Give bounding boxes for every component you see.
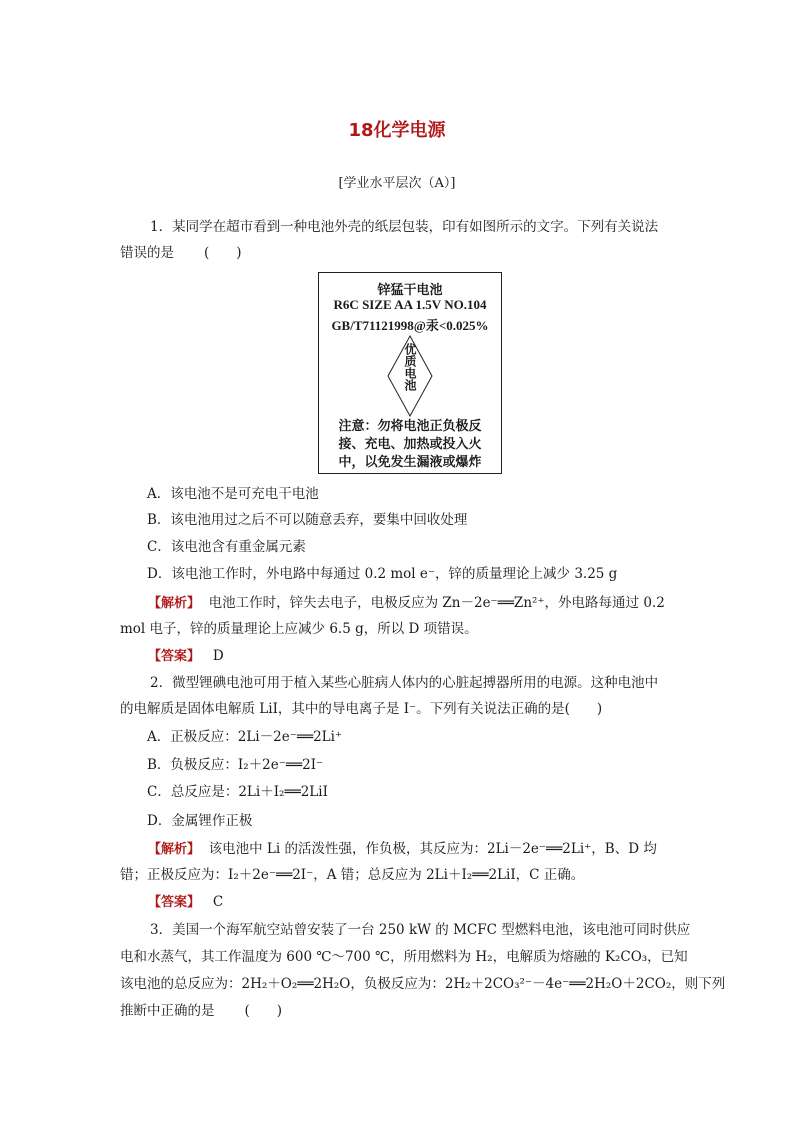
q2-option-c: C．总反应是：2Li＋I₂══2LiI: [147, 784, 328, 800]
q2-stem-line1: 2．微型锂碘电池可用于植入某些心脏病人体内的心脏起搏器所用的电源。这种电池中: [150, 675, 659, 691]
quality-diamond-text: 优质电池: [403, 343, 417, 391]
q1-stem-line1: 1．某同学在超市看到一种电池外壳的纸层包装，印有如图所示的文字。下列有关说法: [150, 219, 659, 235]
q3-stem-line2: 电和水蒸气，其工作温度为 600 ℃～700 ℃，所用燃料为 H₂，电解质为熔融的 K₂CO₃，已知: [120, 949, 688, 965]
q3-stem-line4: [120, 998, 680, 1024]
q2-analysis-tag: 【解析】: [148, 842, 201, 857]
q1-stem-text: 错误的是: [120, 245, 174, 261]
q1-analysis-text: 电池工作时，锌失去电子，电极反应为 Zn－2e⁻══Zn²⁺，外电路每通过 0.2: [208, 595, 665, 611]
q1-option-a: A．该电池不是可充电干电池: [147, 486, 319, 502]
battery-label-figure: [318, 272, 502, 474]
q1-option-d: D．该电池工作时，外电路中每通过 0.2 mol e⁻，锌的质量理论上减少 3.25 g: [147, 566, 618, 582]
q1-answer-paren: ( ): [204, 245, 242, 261]
q1-answer-value: D: [212, 648, 224, 664]
q1-option-c: C．该电池含有重金属元素: [147, 539, 306, 555]
q2-analysis-line1: [148, 836, 678, 863]
q1-analysis-tag: 【解析】: [148, 596, 201, 611]
figure-spec-line: R6C SIZE AA 1.5V NO.104: [333, 297, 487, 312]
q3-stem-line1: 3．美国一个海军航空站曾安装了一台 250 kW 的 MCFC 型燃料电池，该电池可同时供应: [150, 922, 691, 938]
q2-option-a: A．正极反应：2Li－2e⁻══2Li⁺: [147, 729, 343, 745]
figure-note-line2: 接、充电、加热或投入火: [338, 436, 482, 451]
page-title: 18化学电源: [348, 120, 446, 141]
q2-analysis-text: 该电池中 Li 的活泼性强，作负极，其反应为：2Li－2e⁻══2Li⁺，B、D 均: [208, 841, 657, 857]
q3-stem-text: 推断中正确的是: [120, 1003, 215, 1019]
q2-option-d: D．金属锂作正极: [147, 813, 253, 829]
q3-answer-paren: ( ): [244, 1003, 283, 1019]
q1-analysis-line2: mol 电子，锌的质量理论上应减少 6.5 g，所以 D 项错误。: [120, 621, 478, 637]
q3-stem-line3: 该电池的总反应为：2H₂＋O₂══2H₂O，负极反应为：2H₂＋2CO₃²⁻－4e⁻══2H₂O＋2CO₂，则下列: [120, 976, 726, 992]
q1-answer-tag: 【答案】: [148, 649, 201, 664]
q2-answer-line: [148, 889, 678, 916]
q1-answer-line: [148, 643, 678, 670]
figure-title: 锌猛干电池: [377, 282, 443, 297]
q2-analysis-line2: 错；正极反应为：I₂＋2e⁻══2I⁻，A 错；总反应为 2Li＋I₂══2LiI，C 正确。: [120, 867, 585, 883]
q2-answer-value: C: [212, 894, 224, 910]
q1-stem-line2: [120, 240, 680, 266]
q1-option-b: B．该电池用过之后不可以随意丢弃，要集中回收处理: [147, 512, 468, 528]
q2-stem-line2: 的电解质是固体电解质 LiI，其中的导电离子是 I⁻。下列有关说法正确的是( ): [120, 701, 603, 717]
q2-answer-tag: 【答案】: [148, 895, 201, 910]
figure-standard-line: GB/T71121998@汞<0.025%: [331, 318, 489, 333]
q1-analysis-line1: [148, 590, 678, 617]
figure-note-line1: 注意：勿将电池正负极反: [338, 418, 482, 433]
q2-option-b: B．负极反应：I₂＋2e⁻══2I⁻: [147, 757, 324, 773]
level-label: [学业水平层次（A）]: [338, 176, 456, 191]
figure-note-line3: 中，以免发生漏液或爆炸: [338, 454, 482, 469]
